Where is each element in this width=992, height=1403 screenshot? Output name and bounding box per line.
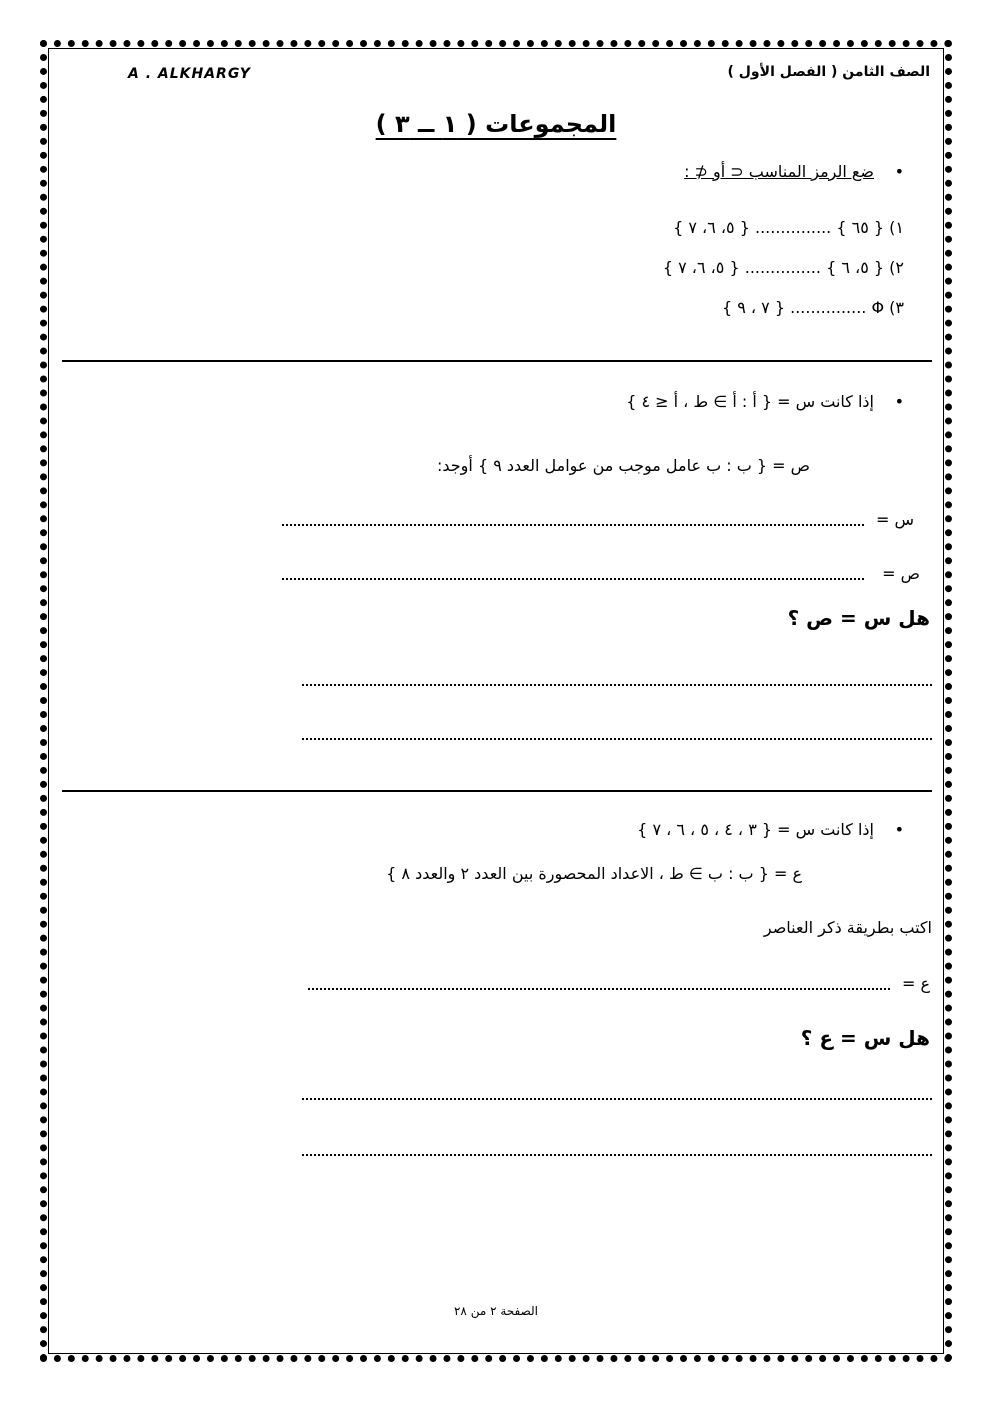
- section3-bullet: •: [894, 820, 904, 839]
- section2-answer-line-2: [302, 738, 932, 740]
- section3-answer-line-1: [302, 1098, 932, 1100]
- section1-bullet: •: [894, 162, 904, 181]
- author-name: A . ALKHARGY: [128, 66, 251, 82]
- section2-p-label: ص =: [882, 564, 920, 583]
- divider-2: [62, 790, 932, 792]
- section2-bullet: •: [894, 392, 904, 411]
- section2-s-label: س =: [875, 510, 914, 529]
- section2-answer-line-1: [302, 684, 932, 686]
- page-title: [0, 110, 992, 138]
- section3-line1: إذا كانت س = { ٣ ، ٤ ، ٥ ، ٦ ، ٧ }: [637, 820, 874, 839]
- section1-item-1: ١) { ٦٥ } ............... { ٥، ٦، ٧ }: [673, 218, 904, 237]
- section2-line1: إذا كانت س = { أ : أ ∋ ط ، أ ≤ ٤ }: [626, 392, 874, 411]
- section2-line2: ص = { ب : ب عامل موجب من عوامل العدد ٩ } أوجد:: [437, 456, 810, 475]
- section1-item-3: ٣) Φ ............... { ٧ ، ٩ }: [721, 298, 904, 317]
- section3-question: هل س = ع ؟: [800, 1026, 930, 1050]
- section3-e-label: ع =: [901, 974, 930, 993]
- section2-question: هل س = ص ؟: [787, 606, 930, 630]
- section1-item-2: ٢) { ٥، ٦ } ............... { ٥، ٦، ٧ }: [662, 258, 904, 277]
- section3-line2: ع = { ب : ب ∋ ط ، الاعداد المحصورة بين العدد ٢ والعدد ٨ }: [386, 864, 802, 883]
- page-title-text: المجموعات ( ١ ــ ٣ ): [375, 110, 617, 138]
- section3-line3: اكتب بطريقة ذكر العناصر: [763, 918, 932, 937]
- divider-1: [62, 360, 932, 362]
- page-border-inner: [48, 48, 944, 1354]
- section1-instruction: ضع الرمز المناسب ⊂ أو ⊄ :: [684, 162, 874, 181]
- section3-answer-line-2: [302, 1154, 932, 1156]
- section2-p-answer-line: [282, 578, 864, 580]
- section2-s-answer-line: [282, 524, 864, 526]
- section3-e-answer-line: [308, 988, 890, 990]
- grade-label: الصف الثامن ( الفصل الأول ): [727, 64, 930, 80]
- page-number: الصفحة ٢ من ٢٨: [453, 1304, 538, 1318]
